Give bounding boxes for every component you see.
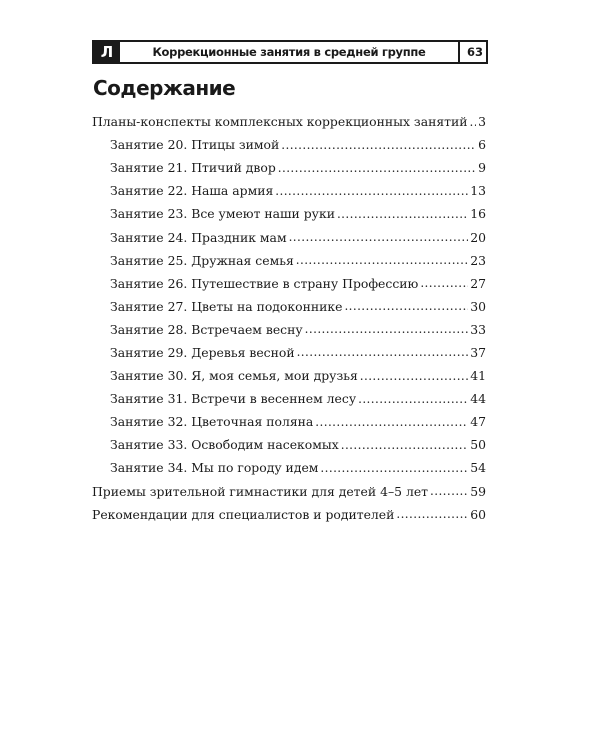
toc-entry-page: 23 — [470, 252, 486, 268]
toc-entry-page: 13 — [470, 183, 486, 199]
leader-dots — [297, 345, 469, 359]
header-divider — [458, 42, 460, 62]
toc-entry — [92, 110, 486, 133]
leader-dots — [281, 138, 476, 152]
toc-entry — [92, 480, 486, 503]
leader-dots — [396, 507, 468, 521]
toc-entry-page: 33 — [470, 321, 486, 337]
leader-dots — [337, 207, 468, 221]
leader-dots — [341, 438, 468, 452]
running-header — [92, 40, 488, 64]
leader-dots — [289, 230, 469, 244]
toc-entry-page: 30 — [470, 298, 486, 314]
toc-entry-title: Планы-конспекты комплексных коррекционных занятий — [92, 114, 468, 130]
toc-entry — [92, 456, 486, 479]
toc-entry-title: Занятие 24. Праздник мам — [110, 229, 287, 245]
toc-entry-title: Рекомендации для специалистов и родителей — [92, 506, 395, 522]
leader-dots — [275, 184, 468, 198]
toc-entry — [92, 318, 486, 341]
toc-entry — [92, 341, 486, 364]
toc-entry-page: 50 — [470, 437, 486, 453]
toc-entry — [92, 433, 486, 456]
toc-entry-page: 41 — [470, 368, 486, 384]
toc-entry — [92, 225, 486, 248]
toc-heading: Содержание — [93, 76, 236, 100]
toc-entry-title: Занятие 22. Наша армия — [110, 183, 274, 199]
toc-entry-title: Занятие 25. Дружная семья — [110, 252, 294, 268]
leader-dots — [320, 461, 468, 475]
toc-entry-page: 16 — [470, 206, 486, 222]
toc-entry-page: 20 — [470, 229, 486, 245]
toc-entry-title: Занятие 23. Все умеют наши руки — [110, 206, 335, 222]
toc-entry — [92, 272, 486, 295]
page-number: 63 — [466, 45, 483, 59]
toc-entry-page: 60 — [470, 506, 486, 522]
toc-entry-page: 37 — [470, 344, 486, 360]
toc-entry-page: 6 — [478, 137, 486, 153]
toc-entry — [92, 202, 486, 225]
toc-entry-title: Занятие 28. Встречаем весну — [110, 321, 303, 337]
leader-dots — [470, 115, 477, 129]
leader-dots — [305, 322, 469, 336]
toc-entry-title: Занятие 27. Цветы на подоконнике — [110, 298, 343, 314]
toc-entry — [92, 410, 486, 433]
toc-entry — [92, 133, 486, 156]
toc-entry-page: 59 — [470, 483, 486, 499]
toc-entry-title: Приемы зрительной гимнастики для детей 4–5 лет — [92, 483, 429, 499]
toc-entry-title: Занятие 29. Деревья весной — [110, 344, 295, 360]
toc-entry-page: 54 — [470, 460, 486, 476]
toc-entry-title: Занятие 30. Я, моя семья, мои друзья — [110, 368, 358, 384]
running-title: Коррекционные занятия в средней группе — [152, 45, 426, 59]
toc-entry-title: Занятие 26. Путешествие в страну Профессию — [110, 275, 419, 291]
toc-entry — [92, 503, 486, 526]
toc-entry-page: 44 — [470, 391, 486, 407]
leader-dots — [344, 299, 468, 313]
toc-entry — [92, 179, 486, 202]
leader-dots — [358, 392, 468, 406]
toc-entry-title: Занятие 32. Цветочная поляна — [110, 414, 314, 430]
publisher-logo: Л — [94, 42, 120, 62]
leader-dots — [420, 276, 468, 290]
leader-dots — [430, 484, 468, 498]
toc-entry-page: 9 — [478, 160, 486, 176]
toc-entry-title: Занятие 33. Освободим насекомых — [110, 437, 339, 453]
toc-entry — [92, 364, 486, 387]
leader-dots — [360, 369, 468, 383]
toc-entry-title: Занятие 20. Птицы зимой — [110, 137, 280, 153]
toc-entry-page: 27 — [470, 275, 486, 291]
toc-entry-title: Занятие 21. Птичий двор — [110, 160, 276, 176]
leader-dots — [296, 253, 468, 267]
toc-entry — [92, 295, 486, 318]
toc-entry-page: 47 — [470, 414, 486, 430]
toc-entry-title: Занятие 31. Встречи в весеннем лесу — [110, 391, 357, 407]
toc-entry-title: Занятие 34. Мы по городу идем — [110, 460, 319, 476]
toc-entry-page: 3 — [478, 114, 486, 130]
leader-dots — [278, 161, 476, 175]
toc-entry — [92, 249, 486, 272]
leader-dots — [315, 415, 468, 429]
table-of-contents — [92, 110, 486, 526]
toc-entry — [92, 156, 486, 179]
toc-entry — [92, 387, 486, 410]
